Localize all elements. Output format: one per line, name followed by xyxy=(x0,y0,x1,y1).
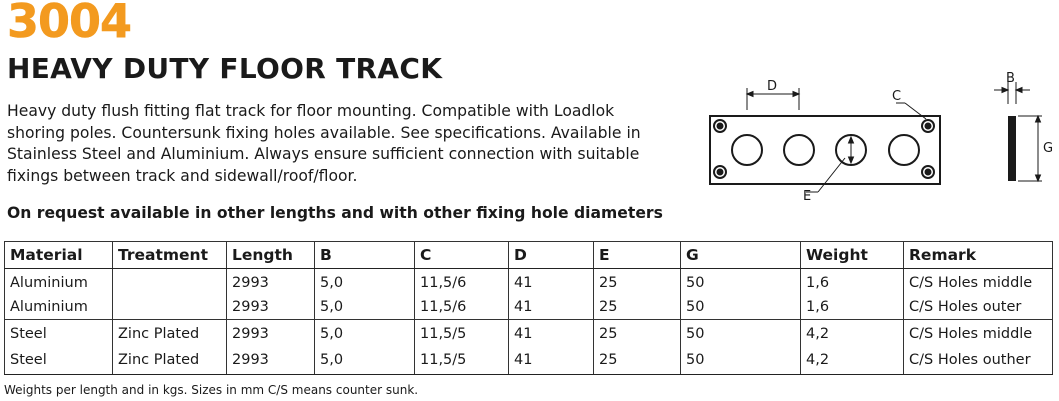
column-header: G xyxy=(681,242,801,269)
table-row xyxy=(5,320,1053,347)
table-cell: 41 xyxy=(509,346,594,375)
dim-label-g: G xyxy=(1043,141,1054,156)
availability-note: On request available in other lengths and with other fixing hole diameters xyxy=(7,204,663,222)
track-slot xyxy=(889,135,919,165)
column-header: C xyxy=(415,242,509,269)
dim-label-e: E xyxy=(803,189,812,204)
table-cell: 25 xyxy=(594,269,681,296)
table-cell: 4,2 xyxy=(801,320,904,347)
table-cell xyxy=(113,269,227,296)
column-header: D xyxy=(509,242,594,269)
table-cell: Steel xyxy=(5,346,113,375)
table-cell: Zinc Plated xyxy=(113,320,227,347)
table-cell: Steel xyxy=(5,320,113,347)
column-header: Material xyxy=(5,242,113,269)
table-cell: 11,5/6 xyxy=(415,295,509,320)
table-cell: 2993 xyxy=(227,295,315,320)
column-header: Remark xyxy=(904,242,1053,269)
table-header-row xyxy=(5,242,1053,269)
column-header: E xyxy=(594,242,681,269)
track-slot xyxy=(784,135,814,165)
table-cell: 5,0 xyxy=(315,320,415,347)
table-cell: 11,5/5 xyxy=(415,346,509,375)
track-plate-outline xyxy=(710,116,940,184)
table-cell: 5,0 xyxy=(315,295,415,320)
table-row xyxy=(5,295,1053,320)
table-cell: Zinc Plated xyxy=(113,346,227,375)
table-cell: 25 xyxy=(594,346,681,375)
table-cell: Aluminium xyxy=(5,295,113,320)
table-cell: 41 xyxy=(509,269,594,296)
table-cell: 50 xyxy=(681,320,801,347)
table-cell: 41 xyxy=(509,320,594,347)
table-cell: C/S Holes outher xyxy=(904,346,1053,375)
column-header: B xyxy=(315,242,415,269)
table-cell: 25 xyxy=(594,295,681,320)
table-cell: 2993 xyxy=(227,346,315,375)
column-header: Weight xyxy=(801,242,904,269)
dim-label-b: B xyxy=(1006,71,1015,86)
table-cell: 2993 xyxy=(227,320,315,347)
table-cell: 5,0 xyxy=(315,346,415,375)
table-cell: 2993 xyxy=(227,269,315,296)
table-cell: 4,2 xyxy=(801,346,904,375)
track-technical-drawing xyxy=(700,70,1054,210)
product-title: HEAVY DUTY FLOOR TRACK xyxy=(7,52,443,85)
column-header: Treatment xyxy=(113,242,227,269)
table-cell: 50 xyxy=(681,346,801,375)
table-cell: C/S Holes middle xyxy=(904,269,1053,296)
table-cell: 11,5/5 xyxy=(415,320,509,347)
footer-note: Weights per length and in kgs. Sizes in mm C/S means counter sunk. xyxy=(4,383,419,397)
table-cell: C/S Holes outer xyxy=(904,295,1053,320)
table-cell: C/S Holes middle xyxy=(904,320,1053,347)
table-cell xyxy=(113,295,227,320)
track-slot xyxy=(732,135,762,165)
dim-label-d: D xyxy=(767,79,778,94)
table-cell: 1,6 xyxy=(801,269,904,296)
table-cell: 25 xyxy=(594,320,681,347)
table-cell: 11,5/6 xyxy=(415,269,509,296)
table-cell: 1,6 xyxy=(801,295,904,320)
track-profile-section xyxy=(1008,116,1016,181)
product-description: Heavy duty flush fitting flat track for floor mounting. Compatible with Loadlok shoring poles. Countersunk fixing holes available. See specifications. Available in Stainless Steel and Aluminium. Always ensure sufficient connection with suitable fixings between track and sidewall/roof/floor. xyxy=(7,102,641,185)
table-cell: Aluminium xyxy=(5,269,113,296)
specification-table xyxy=(4,241,1053,375)
column-header: Length xyxy=(227,242,315,269)
table-row xyxy=(5,269,1053,296)
table-cell: 50 xyxy=(681,295,801,320)
product-code: 3004 xyxy=(7,0,132,48)
dim-label-c: C xyxy=(892,89,902,104)
table-cell: 5,0 xyxy=(315,269,415,296)
table-row xyxy=(5,346,1053,375)
table-cell: 41 xyxy=(509,295,594,320)
table-cell: 50 xyxy=(681,269,801,296)
